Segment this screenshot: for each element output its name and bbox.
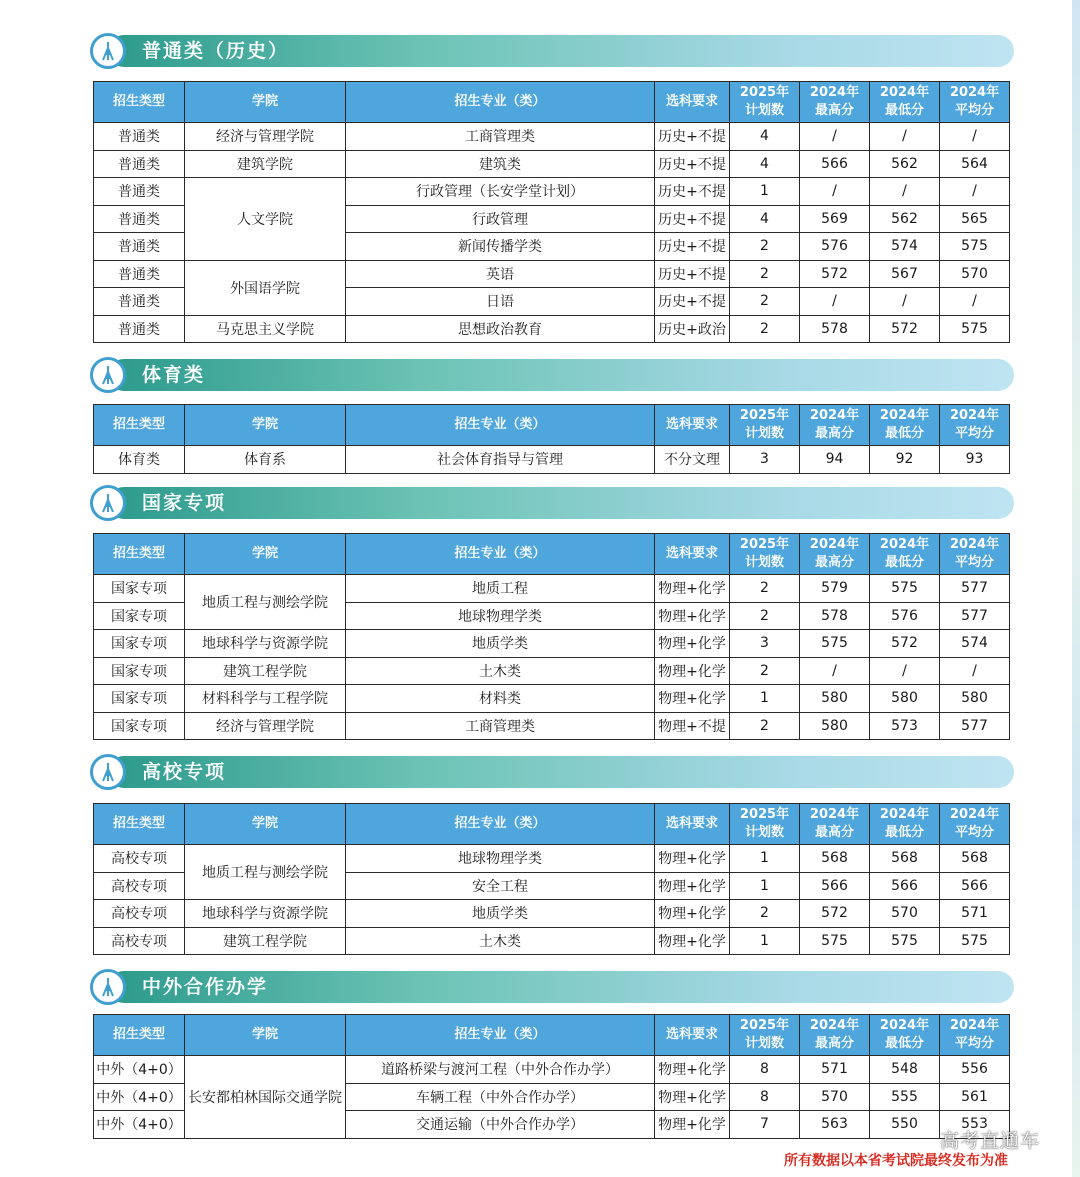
cell-min: 92: [870, 446, 940, 474]
cell-avg: 553: [940, 1111, 1010, 1139]
right-edge-decoration: [1072, 0, 1080, 1177]
cell-max: /: [800, 657, 870, 685]
cell-major: 英语: [346, 260, 655, 288]
cell-max: 578: [800, 602, 870, 630]
cell-subject: 物理+化学: [655, 657, 730, 685]
cell-college: 人文学院: [185, 178, 346, 261]
cell-subject: 历史+不提: [655, 123, 730, 151]
col-header-subject: 选科要求: [655, 534, 730, 575]
table-row: [94, 123, 1010, 151]
cell-avg: 93: [940, 446, 1010, 474]
table-row: [94, 178, 1010, 206]
cell-subject: 历史+政治: [655, 315, 730, 343]
watermark-text: 高考直通车: [940, 1130, 1041, 1152]
cell-subject: 物理+化学: [655, 927, 730, 955]
cell-major: 安全工程: [346, 872, 655, 900]
cell-min: /: [870, 123, 940, 151]
cell-plan: 2: [730, 575, 800, 603]
cell-subject: 物理+化学: [655, 845, 730, 873]
cell-min: 550: [870, 1111, 940, 1139]
footnote-disclaimer: 所有数据以本省考试院最终发布为准: [784, 1153, 1008, 1169]
cell-college: 建筑工程学院: [185, 657, 346, 685]
col-header-avg: 2024年 平均分: [940, 405, 1010, 446]
col-header-major: 招生专业（类）: [346, 405, 655, 446]
cell-max: /: [800, 123, 870, 151]
cell-type: 国家专项: [94, 630, 185, 658]
cell-type: 普通类: [94, 205, 185, 233]
col-header-college: 学院: [185, 1015, 346, 1056]
cell-max: 575: [800, 630, 870, 658]
col-header-plan: 2025年 计划数: [730, 405, 800, 446]
school-logo-icon: [90, 754, 126, 790]
cell-major: 地球物理学类: [346, 602, 655, 630]
col-header-max: 2024年 最高分: [800, 405, 870, 446]
table-header-row: [94, 804, 1010, 845]
cell-max: 570: [800, 1083, 870, 1111]
cell-plan: 7: [730, 1111, 800, 1139]
cell-subject: 历史+不提: [655, 205, 730, 233]
cell-min: 573: [870, 712, 940, 740]
cell-major: 车辆工程（中外合作办学）: [346, 1083, 655, 1111]
cell-college: 体育系: [185, 446, 346, 474]
col-header-max: 2024年 最高分: [800, 82, 870, 123]
table-header-row: [94, 82, 1010, 123]
cell-plan: 4: [730, 205, 800, 233]
cell-type: 国家专项: [94, 602, 185, 630]
section-header-bar: [108, 359, 1014, 391]
cell-min: 562: [870, 205, 940, 233]
table-row: [94, 685, 1010, 713]
cell-type: 普通类: [94, 288, 185, 316]
cell-type: 体育类: [94, 446, 185, 474]
col-header-college: 学院: [185, 405, 346, 446]
cell-college: 长安都柏林国际交通学院: [185, 1056, 346, 1139]
table-row: [94, 657, 1010, 685]
cell-type: 国家专项: [94, 712, 185, 740]
cell-min: 567: [870, 260, 940, 288]
cell-max: 580: [800, 685, 870, 713]
table-header-row: [94, 1015, 1010, 1056]
admission-table-sports: [93, 404, 1010, 474]
cell-major: 日语: [346, 288, 655, 316]
section-title: 体育类: [142, 364, 206, 386]
cell-subject: 物理+化学: [655, 1083, 730, 1111]
cell-type: 中外（4+0）: [94, 1083, 185, 1111]
cell-subject: 物理+化学: [655, 685, 730, 713]
table-row: [94, 900, 1010, 928]
table-row: [94, 1056, 1010, 1084]
table-row: [94, 446, 1010, 474]
cell-plan: 1: [730, 845, 800, 873]
cell-subject: 历史+不提: [655, 150, 730, 178]
cell-min: 570: [870, 900, 940, 928]
cell-major: 思想政治教育: [346, 315, 655, 343]
table-row: [94, 260, 1010, 288]
cell-plan: 4: [730, 123, 800, 151]
cell-major: 地质学类: [346, 900, 655, 928]
cell-college: 地球科学与资源学院: [185, 900, 346, 928]
cell-max: 572: [800, 260, 870, 288]
cell-type: 普通类: [94, 123, 185, 151]
col-header-min: 2024年 最低分: [870, 82, 940, 123]
cell-avg: 575: [940, 927, 1010, 955]
table-row: [94, 150, 1010, 178]
cell-min: 576: [870, 602, 940, 630]
cell-avg: 580: [940, 685, 1010, 713]
col-header-subject: 选科要求: [655, 1015, 730, 1056]
col-header-major: 招生专业（类）: [346, 804, 655, 845]
cell-major: 建筑类: [346, 150, 655, 178]
cell-type: 高校专项: [94, 872, 185, 900]
cell-college: 地质工程与测绘学院: [185, 575, 346, 630]
col-header-college: 学院: [185, 804, 346, 845]
col-header-plan: 2025年 计划数: [730, 534, 800, 575]
col-header-plan: 2025年 计划数: [730, 804, 800, 845]
cell-plan: 8: [730, 1083, 800, 1111]
cell-subject: 物理+化学: [655, 1111, 730, 1139]
cell-plan: 1: [730, 927, 800, 955]
cell-max: 563: [800, 1111, 870, 1139]
cell-type: 高校专项: [94, 845, 185, 873]
cell-avg: 568: [940, 845, 1010, 873]
cell-major: 土木类: [346, 927, 655, 955]
school-logo-icon: [90, 357, 126, 393]
cell-max: /: [800, 288, 870, 316]
cell-major: 道路桥梁与渡河工程（中外合作办学）: [346, 1056, 655, 1084]
col-header-plan: 2025年 计划数: [730, 82, 800, 123]
cell-college: 经济与管理学院: [185, 712, 346, 740]
col-header-max: 2024年 最高分: [800, 534, 870, 575]
cell-major: 工商管理类: [346, 123, 655, 151]
cell-min: 572: [870, 630, 940, 658]
col-header-min: 2024年 最低分: [870, 534, 940, 575]
col-header-min: 2024年 最低分: [870, 804, 940, 845]
cell-max: 572: [800, 900, 870, 928]
cell-major: 地球物理学类: [346, 845, 655, 873]
cell-avg: 577: [940, 602, 1010, 630]
cell-plan: 2: [730, 233, 800, 261]
cell-avg: 565: [940, 205, 1010, 233]
cell-type: 普通类: [94, 315, 185, 343]
cell-min: 555: [870, 1083, 940, 1111]
admission-table-sino-foreign: [93, 1014, 1010, 1139]
cell-avg: 575: [940, 233, 1010, 261]
cell-plan: 4: [730, 150, 800, 178]
cell-plan: 3: [730, 446, 800, 474]
section-header-bar: [108, 487, 1014, 519]
cell-plan: 2: [730, 602, 800, 630]
table-row: [94, 315, 1010, 343]
section-header-sports: [90, 357, 1014, 393]
cell-max: 566: [800, 872, 870, 900]
cell-subject: 历史+不提: [655, 288, 730, 316]
cell-avg: 564: [940, 150, 1010, 178]
col-header-major: 招生专业（类）: [346, 1015, 655, 1056]
cell-min: 566: [870, 872, 940, 900]
cell-type: 高校专项: [94, 927, 185, 955]
cell-college: 经济与管理学院: [185, 123, 346, 151]
cell-subject: 不分文理: [655, 446, 730, 474]
cell-type: 普通类: [94, 260, 185, 288]
cell-min: 575: [870, 927, 940, 955]
col-header-college: 学院: [185, 82, 346, 123]
cell-plan: 2: [730, 657, 800, 685]
col-header-plan: 2025年 计划数: [730, 1015, 800, 1056]
col-header-subject: 选科要求: [655, 405, 730, 446]
cell-type: 高校专项: [94, 900, 185, 928]
cell-subject: 物理+化学: [655, 575, 730, 603]
cell-avg: 571: [940, 900, 1010, 928]
admission-table-university: [93, 803, 1010, 955]
admission-table-national: [93, 533, 1010, 740]
cell-max: 569: [800, 205, 870, 233]
section-header-national: [90, 485, 1014, 521]
cell-type: 国家专项: [94, 657, 185, 685]
col-header-avg: 2024年 平均分: [940, 804, 1010, 845]
col-header-type: 招生类型: [94, 1015, 185, 1056]
table-row: [94, 845, 1010, 873]
col-header-type: 招生类型: [94, 82, 185, 123]
cell-subject: 物理+化学: [655, 1056, 730, 1084]
cell-max: 568: [800, 845, 870, 873]
cell-subject: 物理+化学: [655, 900, 730, 928]
cell-avg: /: [940, 178, 1010, 206]
col-header-avg: 2024年 平均分: [940, 82, 1010, 123]
cell-plan: 1: [730, 178, 800, 206]
col-header-type: 招生类型: [94, 405, 185, 446]
cell-college: 地质工程与测绘学院: [185, 845, 346, 900]
cell-subject: 物理+不提: [655, 712, 730, 740]
section-title: 中外合作办学: [142, 976, 269, 998]
table-header-row: [94, 405, 1010, 446]
cell-plan: 2: [730, 288, 800, 316]
cell-max: 578: [800, 315, 870, 343]
cell-type: 国家专项: [94, 575, 185, 603]
school-logo-icon: [90, 33, 126, 69]
cell-min: 572: [870, 315, 940, 343]
cell-type: 中外（4+0）: [94, 1056, 185, 1084]
cell-min: 548: [870, 1056, 940, 1084]
cell-min: /: [870, 288, 940, 316]
col-header-max: 2024年 最高分: [800, 804, 870, 845]
col-header-min: 2024年 最低分: [870, 1015, 940, 1056]
cell-min: /: [870, 178, 940, 206]
section-header-university: [90, 754, 1014, 790]
table-row: [94, 927, 1010, 955]
cell-max: 576: [800, 233, 870, 261]
cell-min: /: [870, 657, 940, 685]
cell-avg: 575: [940, 315, 1010, 343]
cell-college: 材料科学与工程学院: [185, 685, 346, 713]
cell-avg: /: [940, 657, 1010, 685]
cell-min: 562: [870, 150, 940, 178]
cell-plan: 3: [730, 630, 800, 658]
cell-avg: 561: [940, 1083, 1010, 1111]
table-row: [94, 630, 1010, 658]
cell-type: 普通类: [94, 150, 185, 178]
cell-plan: 8: [730, 1056, 800, 1084]
school-logo-icon: [90, 969, 126, 1005]
cell-plan: 2: [730, 315, 800, 343]
cell-plan: 1: [730, 872, 800, 900]
section-title: 国家专项: [142, 492, 227, 514]
cell-major: 土木类: [346, 657, 655, 685]
cell-max: /: [800, 178, 870, 206]
cell-college: 建筑学院: [185, 150, 346, 178]
col-header-type: 招生类型: [94, 534, 185, 575]
section-header-history: [90, 33, 1014, 69]
cell-major: 交通运输（中外合作办学）: [346, 1111, 655, 1139]
section-title: 高校专项: [142, 761, 227, 783]
cell-plan: 2: [730, 712, 800, 740]
cell-subject: 物理+化学: [655, 872, 730, 900]
cell-max: 566: [800, 150, 870, 178]
col-header-subject: 选科要求: [655, 82, 730, 123]
cell-avg: 556: [940, 1056, 1010, 1084]
table-row: [94, 712, 1010, 740]
cell-min: 580: [870, 685, 940, 713]
cell-college: 地球科学与资源学院: [185, 630, 346, 658]
cell-type: 中外（4+0）: [94, 1111, 185, 1139]
cell-max: 580: [800, 712, 870, 740]
school-logo-icon: [90, 485, 126, 521]
admission-table-history: [93, 81, 1010, 343]
cell-major: 行政管理: [346, 205, 655, 233]
cell-max: 575: [800, 927, 870, 955]
cell-plan: 1: [730, 685, 800, 713]
col-header-avg: 2024年 平均分: [940, 1015, 1010, 1056]
col-header-college: 学院: [185, 534, 346, 575]
cell-subject: 历史+不提: [655, 178, 730, 206]
cell-college: 外国语学院: [185, 260, 346, 315]
table-header-row: [94, 534, 1010, 575]
cell-college: 马克思主义学院: [185, 315, 346, 343]
cell-min: 574: [870, 233, 940, 261]
cell-avg: 570: [940, 260, 1010, 288]
cell-min: 568: [870, 845, 940, 873]
table-row: [94, 575, 1010, 603]
col-header-avg: 2024年 平均分: [940, 534, 1010, 575]
cell-major: 行政管理（长安学堂计划）: [346, 178, 655, 206]
cell-max: 94: [800, 446, 870, 474]
cell-plan: 2: [730, 900, 800, 928]
cell-subject: 物理+化学: [655, 602, 730, 630]
cell-avg: 574: [940, 630, 1010, 658]
cell-college: 建筑工程学院: [185, 927, 346, 955]
cell-major: 地质工程: [346, 575, 655, 603]
section-title: 普通类（历史）: [142, 40, 290, 62]
cell-major: 材料类: [346, 685, 655, 713]
cell-avg: 577: [940, 575, 1010, 603]
cell-type: 普通类: [94, 178, 185, 206]
cell-subject: 物理+化学: [655, 630, 730, 658]
cell-type: 普通类: [94, 233, 185, 261]
cell-major: 社会体育指导与管理: [346, 446, 655, 474]
cell-type: 国家专项: [94, 685, 185, 713]
col-header-type: 招生类型: [94, 804, 185, 845]
col-header-min: 2024年 最低分: [870, 405, 940, 446]
col-header-major: 招生专业（类）: [346, 534, 655, 575]
cell-max: 579: [800, 575, 870, 603]
cell-avg: /: [940, 288, 1010, 316]
cell-avg: 577: [940, 712, 1010, 740]
cell-subject: 历史+不提: [655, 260, 730, 288]
cell-major: 新闻传播学类: [346, 233, 655, 261]
cell-major: 地质学类: [346, 630, 655, 658]
col-header-major: 招生专业（类）: [346, 82, 655, 123]
section-header-bar: [108, 756, 1014, 788]
cell-subject: 历史+不提: [655, 233, 730, 261]
section-header-sino-foreign: [90, 969, 1014, 1005]
col-header-max: 2024年 最高分: [800, 1015, 870, 1056]
cell-avg: /: [940, 123, 1010, 151]
cell-min: 575: [870, 575, 940, 603]
cell-major: 工商管理类: [346, 712, 655, 740]
cell-plan: 2: [730, 260, 800, 288]
cell-avg: 566: [940, 872, 1010, 900]
col-header-subject: 选科要求: [655, 804, 730, 845]
cell-max: 571: [800, 1056, 870, 1084]
